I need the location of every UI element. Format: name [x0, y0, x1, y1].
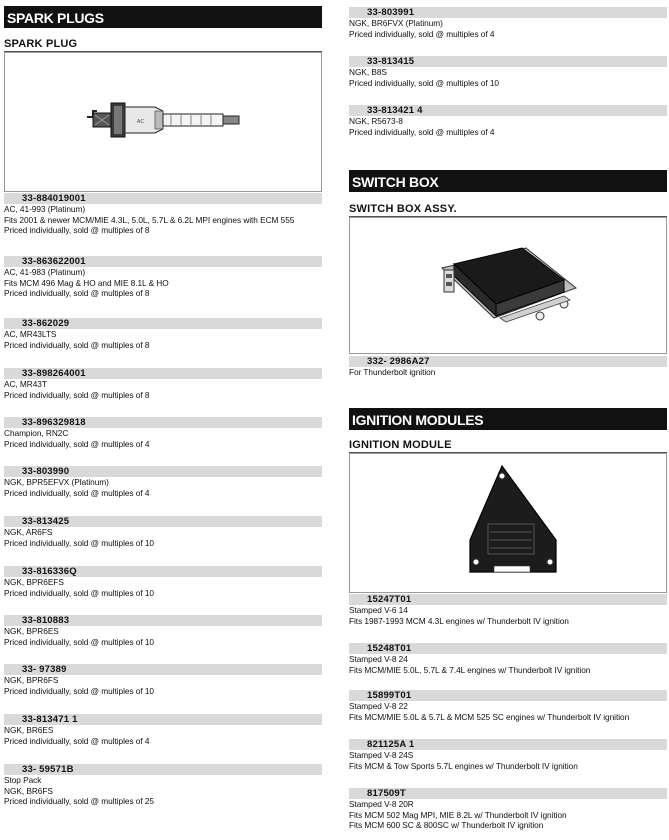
part-description-line: Fits MCM 600 SC & 800SC w/ Thunderbolt IV ignition: [349, 820, 544, 830]
spark-plug-subheading: SPARK PLUG: [4, 38, 78, 50]
spark-plug-image-box: [4, 52, 322, 192]
part-number: 33-884019001: [4, 193, 322, 204]
catalog-item: [349, 690, 667, 722]
part-description-line: Stamped V-8 24: [349, 654, 408, 664]
part-description-line: NGK, BPR6FS: [4, 675, 59, 685]
ignition-module-subheading: IGNITION MODULE: [349, 439, 452, 451]
catalog-item: [4, 664, 322, 696]
part-number: 15248T01: [349, 643, 667, 654]
svg-text:AC: AC: [137, 119, 144, 125]
part-description-line: AC, MR43T: [4, 379, 47, 389]
part-description-line: Priced individually, sold @ multiples of 8: [4, 225, 150, 235]
switch-box-section-title: SWITCH BOX: [349, 170, 667, 192]
ignition-module-icon: [350, 454, 666, 592]
part-number: 33-813471 1: [4, 714, 322, 725]
part-description-line: Stamped V-8 20R: [349, 799, 414, 809]
part-description-line: Priced individually, sold @ multiples of 25: [4, 796, 155, 806]
part-description-line: AC, 41-983 (Platinum): [4, 267, 86, 277]
part-number: 33-813425: [4, 516, 322, 527]
part-number: 821125A 1: [349, 739, 667, 750]
ignition-modules-section-title: IGNITION MODULES: [349, 408, 667, 430]
part-description-line: Fits MCM 496 Mag & HO and MIE 8.1L & HO: [4, 277, 169, 288]
ignition-module-image-box: [349, 453, 667, 593]
catalog-item: [4, 256, 322, 299]
part-number: 15247T01: [349, 594, 667, 605]
part-number: 817509T: [349, 788, 667, 799]
catalog-item: [4, 764, 322, 807]
catalog-item: [4, 318, 322, 350]
part-number: 33-863622001: [4, 256, 322, 267]
part-number: 33-803991: [349, 7, 667, 18]
part-description-line: Fits 1987-1993 MCM 4.3L engines w/ Thunderbolt IV ignition: [349, 615, 569, 626]
part-description-line: NGK, BPR6ES: [4, 626, 59, 636]
part-description-line: NGK, BR6FVX (Platinum): [349, 18, 443, 28]
part-description-line: NGK, BPR6EFS: [4, 577, 64, 587]
catalog-item: [4, 368, 322, 400]
spark-plugs-section-title: SPARK PLUGS: [4, 6, 322, 28]
part-number: 33- 59571B: [4, 764, 322, 775]
part-description-line: NGK, AR6FS: [4, 527, 53, 537]
catalog-item: [349, 739, 667, 771]
part-description-line: Stop Pack: [4, 775, 42, 785]
part-description-line: Stamped V-8 22: [349, 701, 408, 711]
switch-box-image-box: [349, 217, 667, 354]
catalog-item: [4, 714, 322, 746]
part-description-line: Priced individually, sold @ multiples of 4: [4, 735, 150, 746]
part-description-line: Champion, RN2C: [4, 428, 69, 438]
part-description-line: Stamped V-6 14: [349, 605, 408, 615]
part-description-line: NGK, BR6FS: [4, 785, 53, 796]
part-description-line: Priced individually, sold @ multiples of 4: [4, 438, 150, 449]
part-description-line: Priced individually, sold @ multiples of 8: [4, 288, 150, 298]
catalog-item: [4, 566, 322, 598]
part-number: 33- 97389: [4, 664, 322, 675]
part-description-line: Priced individually, sold @ multiples of 4: [349, 126, 495, 137]
catalog-item: [349, 643, 667, 675]
part-description-line: Fits MCM/MIE 5.0L & 5.7L & MCM 525 SC engines w/ Thunderbolt IV ignition: [349, 711, 630, 722]
part-description-line: Priced individually, sold @ multiples of 10: [349, 77, 500, 88]
switch-box-icon: [350, 218, 666, 353]
part-description-line: Fits MCM & Tow Sports 5.7L engines w/ Thunderbolt IV ignition: [349, 760, 578, 771]
catalog-item: [4, 615, 322, 647]
part-description-line: Priced individually, sold @ multiples of 4: [349, 28, 495, 39]
catalog-item: [4, 466, 322, 498]
part-description-line: Fits 2001 & newer MCM/MIE 4.3L, 5.0L, 5.7L & 6.2L MPI engines with ECM 555: [4, 214, 295, 225]
part-number: 15899T01: [349, 690, 667, 701]
part-description-line: Priced individually, sold @ multiples of 10: [4, 636, 155, 647]
part-description-line: AC, MR43LTS: [4, 329, 57, 339]
catalog-item: [4, 417, 322, 449]
part-number: 33-862029: [4, 318, 322, 329]
part-description-line: NGK, B8S: [349, 67, 387, 77]
part-description-line: Priced individually, sold @ multiples of 10: [4, 537, 155, 548]
part-description-line: Fits MCM 502 Mag MPI, MIE 8.2L w/ Thunderbolt IV ignition: [349, 809, 567, 820]
part-number: 33-816336Q: [4, 566, 322, 577]
part-description-line: Fits MCM/MIE 5.0L, 5.7L & 7.4L engines w/ Thunderbolt IV ignition: [349, 664, 591, 675]
catalog-item: [349, 356, 667, 378]
catalog-item: [349, 105, 667, 137]
part-number: 33-810883: [4, 615, 322, 626]
catalog-item: [4, 516, 322, 548]
spark-plug-icon: [5, 53, 321, 191]
part-description-line: Priced individually, sold @ multiples of 10: [4, 587, 155, 598]
part-description-line: NGK, BPR5EFVX (Platinum): [4, 477, 109, 487]
part-description-line: NGK, R5673-8: [349, 116, 403, 126]
part-number: 33-896329818: [4, 417, 322, 428]
catalog-item: [349, 56, 667, 88]
part-description-line: NGK, BR6ES: [4, 725, 54, 735]
part-number: 33-813415: [349, 56, 667, 67]
part-number: 33-803990: [4, 466, 322, 477]
catalog-item: [349, 788, 667, 831]
catalog-item: [4, 193, 322, 236]
part-description-line: Stamped V-8 24S: [349, 750, 414, 760]
part-number: 33-813421 4: [349, 105, 667, 116]
part-number: 33-898264001: [4, 368, 322, 379]
switch-box-subheading: SWITCH BOX ASSY.: [349, 203, 457, 215]
part-description-line: Priced individually, sold @ multiples of 10: [4, 685, 155, 696]
part-description-line: Priced individually, sold @ multiples of 8: [4, 339, 150, 350]
part-description-line: AC, 41-993 (Platinum): [4, 204, 86, 214]
part-description-line: For Thunderbolt ignition: [349, 367, 436, 377]
part-description-line: Priced individually, sold @ multiples of 4: [4, 487, 150, 498]
catalog-item: [349, 7, 667, 39]
part-description-line: Priced individually, sold @ multiples of 8: [4, 389, 150, 400]
catalog-item: [349, 594, 667, 626]
part-number: 332- 2986A27: [349, 356, 667, 367]
